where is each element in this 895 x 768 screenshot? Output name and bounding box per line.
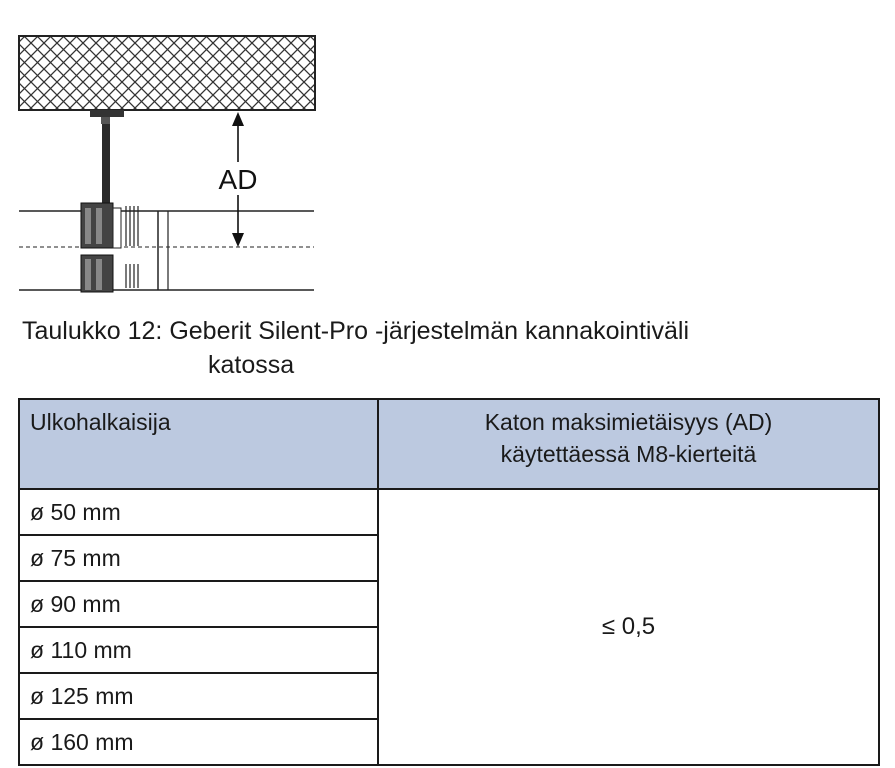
caption-line-2: katossa [208,351,295,379]
header-outer-diameter: Ulkohalkaisija [19,399,378,489]
header-distance-line-2: käytettäessä M8-kierteitä [500,441,757,467]
diameter-cell: ø 125 mm [19,673,378,719]
diameter-cell: ø 50 mm [19,489,378,535]
diameter-cell: ø 110 mm [19,627,378,673]
ad-label: AD [218,164,258,195]
pipe-clamp [81,203,138,292]
header-max-ceiling-distance [378,399,879,489]
table-caption [22,314,689,382]
max-distance-value: ≤ 0,5 [378,489,879,765]
diameter-cell: ø 75 mm [19,535,378,581]
header-distance-line-1: Katon maksimietäisyys (AD) [484,409,773,435]
pipe [19,211,314,290]
ceiling-mounting-diagram [18,30,318,295]
diameter-cell: ø 90 mm [19,581,378,627]
table-row [19,489,879,535]
threaded-rod [90,110,124,204]
table-header-row [19,399,879,489]
diameter-cell: ø 160 mm [19,719,378,765]
spacing-table [18,398,880,766]
caption-line-1: Taulukko 12: Geberit Silent-Pro -järjestelmän kannakointiväli [22,317,689,345]
ceiling-slab [19,36,315,110]
